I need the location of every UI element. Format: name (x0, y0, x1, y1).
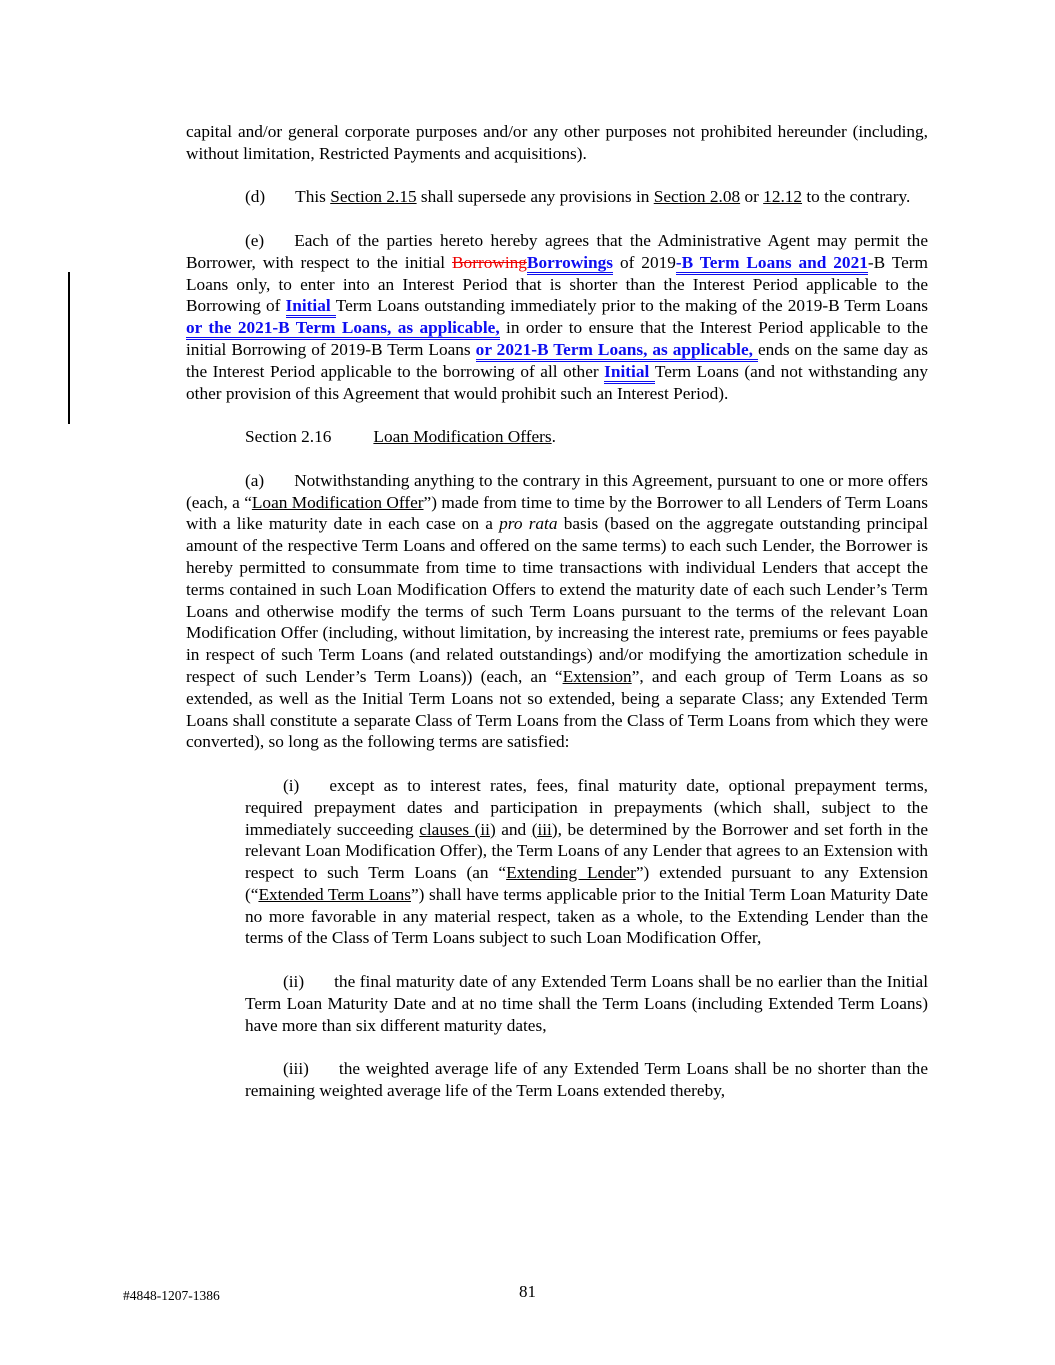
text-run: ”) extended pursuant to any Extension (“ (245, 863, 928, 904)
text-run: ”, and each group of Term Loans as so extended, as well as the Initial Term Loans not so extended, being a separate Class; any Extended Term Loans shall constitute a separate Class of Term Loans from the Class of Term Loans from which they were converted), so long as the following terms are satisfied: (186, 666, 928, 752)
inserted-text: Initial (604, 362, 655, 384)
text-run: of 2019 (613, 252, 676, 272)
text-run: except as to interest rates, fees, final maturity date, optional prepayment terms, required prepayment dates and participation in prepayments (which shall, subject to the immediately succeeding (245, 775, 928, 839)
footer-page-number: 81 (519, 1282, 536, 1301)
text-run: the weighted average life of any Extended Term Loans shall be no shorter than the remaining weighted average life of the Term Loans extended thereby, (245, 1059, 928, 1101)
text-run: ”) shall have terms applicable prior to the Initial Term Loan Maturity Date no more favorable in any material respect, taken as a whole, to the Extending Lender than the terms of the Class of Term Loans subject to such Loan Modification Offer, (245, 884, 928, 948)
text-run: Term Loans (and not withstanding any other provision of this Agreement that would prohibit such an Interest Period). (186, 361, 929, 403)
inserted-text: or the 2021-B Term Loans, as applicable, (186, 318, 500, 340)
paragraph-a (186, 470, 928, 753)
section-2-16-heading (245, 426, 928, 448)
document-body (186, 121, 928, 1124)
change-bar (68, 272, 70, 424)
inserted-text: Borrowings (527, 253, 613, 275)
text-run: ”) made from time to time by the Borrower to all Lenders of Term Loans with a like maturity date in each case on a (186, 492, 928, 534)
text-run: shall supersede any provisions in (416, 187, 654, 207)
footer-doc-number: #4848-1207-1386 (123, 1288, 220, 1303)
underlined-term: Loan Modification Offer (251, 492, 424, 512)
text-run: in order to ensure that the Interest Period applicable to the initial Borrowing of 2019-B Term Loans (186, 318, 928, 359)
text-run: (e) (245, 230, 265, 250)
text-run: Each of the parties hereto hereby agrees that the Administrative Agent may permit the Borrower, with respect to the initial (186, 230, 928, 272)
clause-ii (245, 971, 928, 1036)
text-run: ends on the same day as the Interest Period applicable to the borrowing of all other (186, 339, 928, 381)
underlined-term: Section 2.08 (653, 187, 741, 207)
paragraph-d (186, 186, 928, 208)
text-run: -B Term Loans only, to enter into an Interest Period that is shorter than the Interest Period applicable to the Borrowing of (186, 252, 928, 316)
text-run: This (295, 187, 331, 207)
clause-iii (245, 1058, 928, 1102)
text-run: Notwithstanding anything to the contrary in this Agreement, pursuant to one or more offers (each, a “ (186, 470, 928, 512)
text-run: (iii) (283, 1059, 309, 1079)
text-run: (ii) (283, 972, 305, 992)
text-run: Term Loans outstanding immediately prior to the making of the 2019-B Term Loans (335, 296, 928, 316)
text-run: Section 2.16 (245, 427, 332, 447)
text-run: (i) (283, 775, 300, 795)
paragraph-e (186, 230, 928, 404)
text-run: or (740, 187, 764, 207)
text-run: basis (based on the aggregate outstanding principal amount of the respective Term Loans and offered on the same terms) to each such Lender, the Borrower is hereby permitted to consummate from time to time transactions with individual Lenders that accept the terms contained in such Loan Modification Offers to extend the maturity date of each such Lender’s Term Loans and otherwise modify the terms of such Term Loans pursuant to the terms of the relevant Loan Modification Offer (including, without limitation, by increasing the interest rate, premiums or fees payable in respect of such Term Loans (and related outstandings) and/or modifying the amortization schedule in respect of such Lender’s Term Loans)) (each, an “ (186, 514, 928, 686)
underlined-term: Extended Term Loans (258, 884, 411, 904)
underlined-term: clauses (ii) (419, 819, 496, 839)
underlined-term: 12.12 (763, 187, 803, 207)
text-run: (d) (245, 187, 266, 207)
underlined-term: Extending Lender (506, 863, 636, 883)
underlined-term: Extension (562, 666, 632, 686)
underlined-term: Loan Modification Offers (373, 427, 552, 447)
inserted-text: -B Term Loans and 2021 (676, 253, 868, 275)
text-run: to the contrary. (802, 187, 911, 207)
text-run: , be determined by the Borrower and set forth in the relevant Loan Modification Offer), the Term Loans of any Lender that agrees to an Extension with respect to such Term Loans (an “ (245, 819, 929, 883)
clause-i (245, 775, 928, 949)
inserted-text: or 2021-B Term Loans, as applicable, (476, 340, 758, 362)
text-run: and (495, 819, 532, 839)
text-run: (a) (245, 470, 265, 490)
text-run: capital and/or general corporate purposes and/or any other purposes not prohibited hereunder (including, without limitation, Restricted Payments and acquisitions). (186, 122, 928, 163)
text-run: . (551, 427, 556, 447)
text-run: the final maturity date of any Extended Term Loans shall be no earlier than the Initial Term Loan Maturity Date and at no time shall the Term Loans (including Extended Term Loans) have more than six different maturity dates, (245, 972, 928, 1035)
italic-text: pro rata (499, 514, 558, 534)
underlined-term: (iii) (531, 819, 558, 839)
continuation-paragraph (186, 121, 928, 165)
deleted-text: Borrowing (452, 252, 527, 272)
underlined-term: Section 2.15 (330, 187, 417, 207)
inserted-text: Initial (286, 296, 336, 318)
